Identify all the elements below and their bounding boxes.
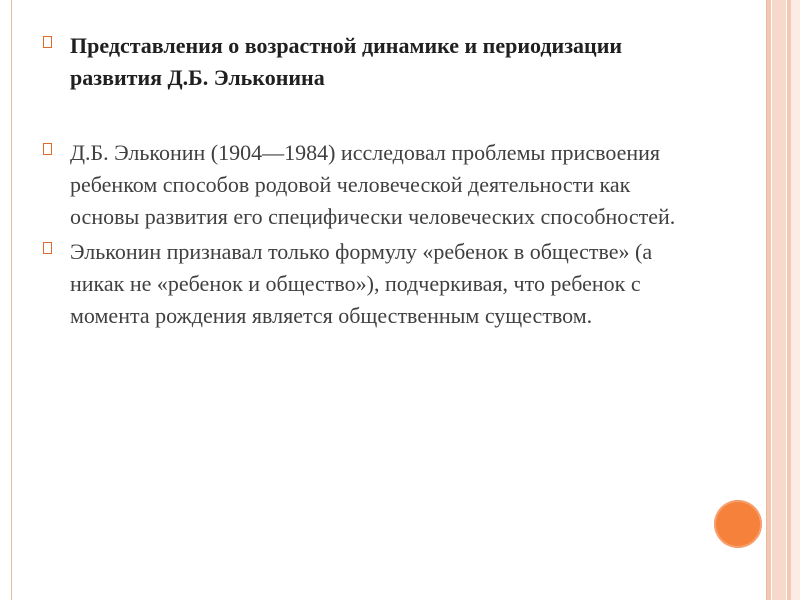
slide-heading: Представления о возрастной динамике и периодизации развития Д.Б. Эльконина <box>70 33 623 90</box>
slide-content <box>43 30 683 332</box>
square-outline-bullet-icon <box>43 143 52 155</box>
decorative-border-stripe <box>772 0 786 600</box>
paragraph-text: Эльконин признавал только формулу «ребенок в обществе» (а никак не «ребенок и общество»), подчеркивая, что ребенок с момента рождения является общественным существом. <box>70 239 653 328</box>
paragraph-text: Д.Б. Эльконин (1904—1984) исследовал проблемы присвоения ребенком способов родовой человеческой деятельности как основы развития его специфически человеческих способностей. <box>70 140 676 229</box>
orange-circle-icon <box>714 500 762 548</box>
bullet-item-paragraph-2 <box>43 236 683 332</box>
square-outline-bullet-icon <box>43 36 52 48</box>
bullet-item-paragraph-1 <box>43 137 683 233</box>
square-outline-bullet-icon <box>43 242 52 254</box>
decorative-border-stripe <box>791 0 800 600</box>
bullet-item-heading <box>43 30 683 94</box>
